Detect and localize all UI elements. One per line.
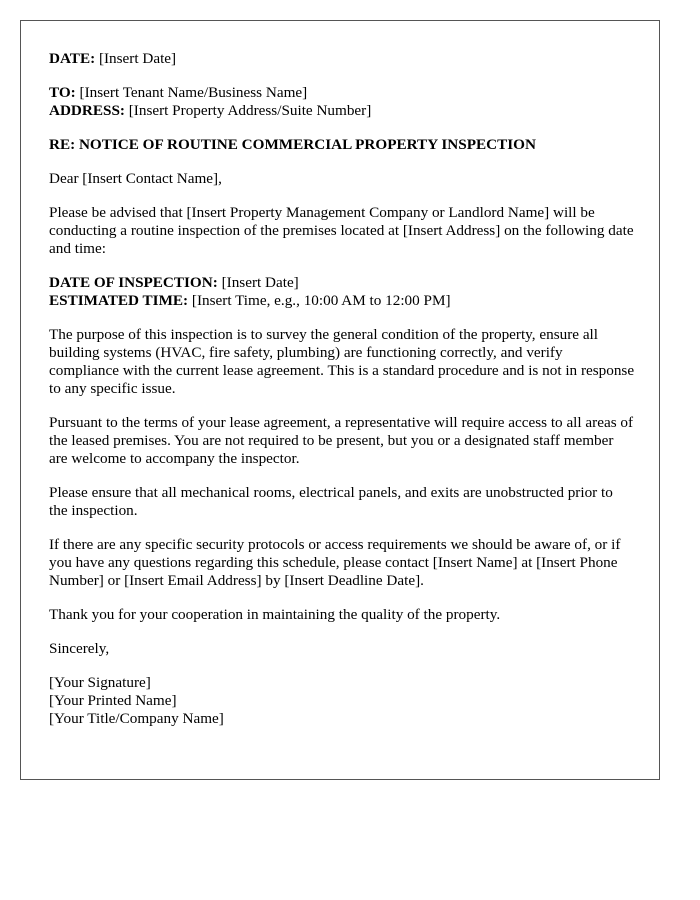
to-line [49, 84, 635, 102]
to-value: [Insert Tenant Name/Business Name] [79, 84, 308, 101]
thank-you-paragraph: Thank you for your cooperation in maintaining the quality of the property. [49, 606, 501, 623]
date-value: [Insert Date] [98, 50, 177, 67]
inspection-date-value: [Insert Date] [221, 274, 299, 291]
letter-frame [20, 20, 660, 780]
preparation-paragraph: Please ensure that all mechanical rooms, electrical panels, and exits are unobstructed prior to the inspection. [49, 484, 613, 519]
signature-block [49, 674, 635, 728]
signature-placeholder: [Your Signature] [49, 674, 151, 691]
to-label: TO: [49, 84, 76, 101]
title-placeholder: [Your Title/Company Name] [49, 710, 224, 727]
intro-paragraph: Please be advised that [Insert Property Management Company or Landlord Name] will be conducting a routine inspection of the premises located at [Insert Address] on the following date and time: [49, 204, 634, 257]
recipient-block [49, 84, 635, 120]
subject-line: RE: NOTICE OF ROUTINE COMMERCIAL PROPERTY INSPECTION [49, 136, 536, 153]
letter-body [49, 50, 635, 728]
date-label: DATE: [49, 50, 96, 67]
inspection-details [49, 274, 635, 310]
inspection-time-line [49, 292, 635, 310]
closing: Sincerely, [49, 640, 110, 657]
address-line [49, 102, 635, 120]
salutation: Dear [Insert Contact Name], [49, 170, 222, 187]
address-label: ADDRESS: [49, 102, 125, 119]
access-paragraph: Pursuant to the terms of your lease agreement, a representative will require access to all areas of the leased premises. You are not required to be present, but you or a designated staff member are welcome to accompany the inspector. [49, 414, 634, 467]
inspection-date-line [49, 274, 635, 292]
contact-paragraph: If there are any specific security protocols or access requirements we should be aware of, or if you have any questions regarding this schedule, please contact [Insert Name] at [Insert Phone Number] or [Insert Email Address] by [Insert Deadline Date]. [49, 536, 621, 589]
date-line [49, 50, 635, 68]
inspection-time-value: [Insert Time, e.g., 10:00 AM to 12:00 PM] [191, 292, 451, 309]
inspection-date-label: DATE OF INSPECTION: [49, 274, 218, 291]
printed-name-placeholder: [Your Printed Name] [49, 692, 177, 709]
inspection-time-label: ESTIMATED TIME: [49, 292, 189, 309]
purpose-paragraph: The purpose of this inspection is to survey the general condition of the property, ensure all building systems (HVAC, fire safety, plumbing) are functioning correctly, and verify compliance with the current lease agreement. This is a standard procedure and is not in response to any specific issue. [49, 326, 635, 397]
address-value: [Insert Property Address/Suite Number] [128, 102, 372, 119]
